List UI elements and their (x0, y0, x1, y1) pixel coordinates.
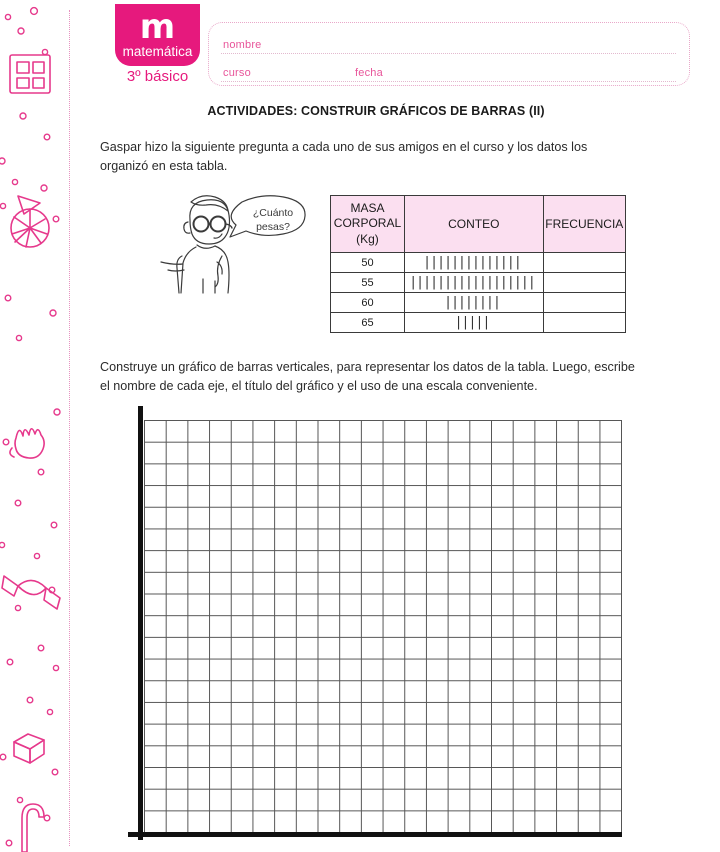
curso-label: curso (223, 67, 251, 79)
speech-line-2: pesas? (256, 221, 290, 233)
pinwheel-doodle (11, 196, 49, 247)
cell-tally (404, 293, 543, 313)
header-masa-line1: MASA (350, 200, 385, 215)
graph-grid[interactable] (144, 420, 622, 833)
hand-doodle (10, 429, 44, 458)
margin-dotted-border (69, 10, 70, 846)
tally-marks: |||||||||||||| (424, 255, 523, 270)
cell-tally (404, 313, 543, 333)
tally-marks: ||||| (456, 315, 492, 330)
table-row (331, 273, 626, 293)
table-body (331, 253, 626, 333)
student-info-box (208, 22, 690, 86)
cell-mass: 65 (331, 313, 405, 333)
cell-frequency-input[interactable] (543, 273, 625, 293)
table-row (331, 253, 626, 273)
logo-badge (115, 4, 200, 66)
cell-mass: 55 (331, 273, 405, 293)
logo-word: matemática (122, 44, 193, 59)
cell-frequency-input[interactable] (543, 253, 625, 273)
curso-fecha-input[interactable] (221, 81, 676, 82)
speech-line-1: ¿Cuánto (252, 207, 294, 219)
page-header (80, 4, 700, 96)
data-table (330, 195, 626, 333)
header-masa-corporal (331, 196, 405, 253)
header-masa-line2: CORPORAL (333, 216, 402, 231)
fecha-label: fecha (355, 67, 383, 79)
decorative-margin (0, 0, 72, 852)
cell-frequency-input[interactable] (543, 293, 625, 313)
cell-tally (404, 273, 543, 293)
tally-marks: |||||||| (445, 295, 502, 310)
tally-marks: |||||||||||||||||| (410, 275, 537, 290)
x-axis (128, 832, 622, 837)
nombre-input[interactable] (221, 53, 676, 54)
header-masa-line3: (Kg) (356, 231, 379, 246)
dot-doodles (0, 8, 60, 846)
nombre-label: nombre (223, 39, 262, 51)
candy-cane-doodle (22, 804, 44, 852)
task-paragraph: Construye un gráfico de barras verticales, para representar los datos de la tabla. Luego, escribe el nombre de cada eje, el título del gráfico y el uso de una escala conveniente. (100, 360, 635, 393)
blank-graph-area[interactable] (138, 406, 622, 846)
header-frecuencia: FRECUENCIA (543, 196, 625, 253)
cell-frequency-input[interactable] (543, 313, 625, 333)
grade-level: 3º básico (126, 68, 189, 85)
boy-figure (161, 196, 232, 293)
logo-letter: m (139, 7, 176, 47)
page-title: ACTIVIDADES: CONSTRUIR GRÁFICOS DE BARRAS (II) (207, 104, 545, 118)
table-header-row (331, 196, 626, 253)
table-row (331, 293, 626, 313)
cell-mass: 60 (331, 293, 405, 313)
window-doodle (10, 55, 50, 93)
table-row (331, 313, 626, 333)
cube-doodle (14, 734, 44, 763)
cell-tally (404, 253, 543, 273)
cell-mass: 50 (331, 253, 405, 273)
y-axis (138, 406, 143, 840)
intro-paragraph: Gaspar hizo la siguiente pregunta a cada uno de sus amigos en el curso y los datos los organizó en esta tabla. (100, 140, 588, 173)
header-conteo: CONTEO (404, 196, 543, 253)
character-illustration (160, 190, 330, 295)
